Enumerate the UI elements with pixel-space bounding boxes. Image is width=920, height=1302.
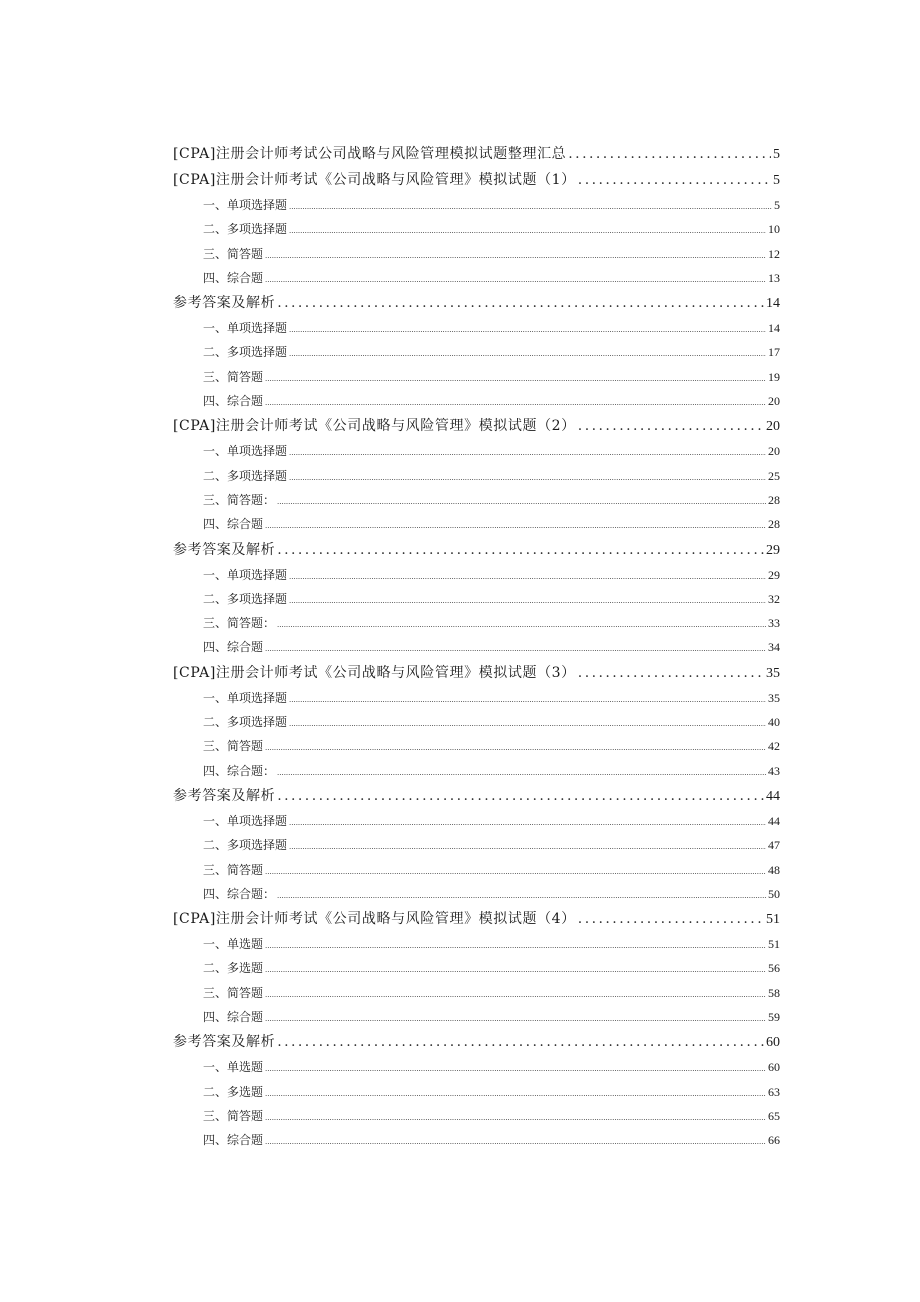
toc-entry-label: 三、简答题：: [203, 616, 276, 631]
toc-subsection-entry[interactable]: [173, 563, 780, 587]
toc-entry-page-number: 35: [766, 665, 780, 681]
dot-leader: [265, 1082, 766, 1104]
dot-leader: [265, 1057, 766, 1079]
toc-entry-page-number: 20: [768, 394, 780, 409]
toc-entry-page-number: 59: [768, 1010, 780, 1025]
toc-section-entry[interactable]: [173, 413, 780, 439]
toc-entry-page-number: 43: [768, 763, 780, 778]
toc-subsection-entry[interactable]: [173, 686, 780, 710]
toc-entry-label: [CPA]注册会计师考试《公司战略与风险管理》模拟试题（1）: [173, 172, 576, 188]
toc-entry-page-number: 20: [766, 419, 780, 435]
dot-leader: [277, 613, 766, 635]
toc-entry-label: 三、简答题：: [203, 492, 276, 507]
toc-entry-label: 四、综合题: [203, 270, 264, 285]
toc-entry-page-number: 12: [768, 246, 780, 261]
toc-entry-page-number: 40: [768, 715, 780, 730]
toc-section-entry[interactable]: [173, 167, 780, 193]
dot-leader: [265, 244, 766, 266]
toc-entry-page-number: 14: [766, 296, 780, 312]
toc-subsection-entry[interactable]: [173, 833, 780, 857]
toc-entry-label: 二、多项选择题: [203, 838, 288, 853]
toc-entry-page-number: 35: [768, 690, 780, 705]
toc-entry-label: 参考答案及解析: [173, 295, 276, 312]
dot-leader: [265, 367, 766, 389]
toc-subsection-entry[interactable]: [173, 316, 780, 340]
dot-leader: [265, 391, 766, 413]
toc-entry-label: 参考答案及解析: [173, 1034, 276, 1051]
toc-entry-label: 参考答案及解析: [173, 541, 276, 558]
toc-entry-page-number: 10: [768, 222, 780, 237]
toc-entry-page-number: 13: [768, 270, 780, 285]
toc-section-entry[interactable]: [173, 783, 780, 809]
toc-subsection-entry[interactable]: [173, 932, 780, 956]
toc-entry-label: 三、简答题: [203, 985, 264, 1000]
dot-leader: [277, 1029, 764, 1055]
toc-entry-page-number: 48: [768, 862, 780, 877]
toc-entry-page-number: 5: [773, 147, 780, 162]
toc-subsection-entry[interactable]: [173, 193, 780, 217]
dot-leader: [265, 1106, 766, 1128]
table-of-contents: [173, 141, 780, 1153]
dot-leader: [289, 565, 766, 587]
toc-entry-page-number: 44: [766, 788, 780, 804]
toc-entry-page-number: 47: [768, 838, 780, 853]
toc-entry-label: 三、简答题: [203, 739, 264, 754]
toc-subsection-entry[interactable]: [173, 635, 780, 659]
toc-subsection-entry[interactable]: [173, 587, 780, 611]
dot-leader: [289, 688, 766, 710]
toc-entry-label: 二、多项选择题: [203, 468, 288, 483]
toc-entry-label: [CPA]注册会计师考试《公司战略与风险管理》模拟试题（3）: [173, 664, 576, 681]
dot-leader: [578, 413, 764, 439]
toc-entry-page-number: 34: [768, 640, 780, 655]
toc-subsection-entry[interactable]: [173, 512, 780, 536]
toc-entry-label: [CPA]注册会计师考试公司战略与风险管理模拟试题整理汇总: [173, 146, 567, 162]
toc-subsection-entry[interactable]: [173, 956, 780, 980]
dot-leader: [265, 934, 766, 956]
toc-entry-label: 四、综合题: [203, 394, 264, 409]
toc-entry-label: 三、简答题: [203, 246, 264, 261]
dot-leader: [265, 958, 766, 980]
toc-entry-page-number: 44: [768, 813, 780, 828]
toc-entry-page-number: 33: [768, 616, 780, 631]
toc-entry-page-number: 32: [768, 591, 780, 606]
dot-leader: [265, 736, 766, 758]
toc-entry-label: 三、简答题: [203, 1108, 264, 1123]
toc-entry-label: 三、简答题: [203, 369, 264, 384]
toc-subsection-entry[interactable]: [173, 1005, 780, 1029]
dot-leader: [277, 290, 764, 316]
toc-entry-label: 一、单项选择题: [203, 444, 288, 459]
dot-leader: [578, 906, 764, 932]
toc-subsection-entry[interactable]: [173, 981, 780, 1005]
dot-leader: [277, 490, 766, 512]
toc-entry-page-number: 29: [768, 567, 780, 582]
toc-subsection-entry[interactable]: [173, 759, 780, 783]
toc-section-entry[interactable]: [173, 141, 780, 167]
toc-entry-page-number: 19: [768, 369, 780, 384]
toc-subsection-entry[interactable]: [173, 1055, 780, 1079]
toc-entry-page-number: 29: [766, 542, 780, 558]
toc-subsection-entry[interactable]: [173, 217, 780, 241]
toc-entry-label: 参考答案及解析: [173, 787, 276, 804]
toc-entry-page-number: 28: [768, 492, 780, 507]
dot-leader: [277, 884, 766, 906]
toc-entry-label: 四、综合题：: [203, 886, 276, 901]
toc-entry-page-number: 5: [774, 198, 780, 212]
dot-leader: [289, 811, 766, 833]
toc-subsection-entry[interactable]: [173, 1104, 780, 1128]
toc-entry-label: 一、单项选择题: [203, 321, 288, 336]
toc-entry-page-number: 5: [773, 173, 780, 188]
toc-subsection-entry[interactable]: [173, 365, 780, 389]
dot-leader: [277, 537, 764, 563]
toc-entry-label: 四、综合题：: [203, 763, 276, 778]
toc-entry-label: 二、多选题: [203, 1084, 264, 1099]
toc-entry-page-number: 20: [768, 444, 780, 459]
toc-entry-page-number: 66: [768, 1133, 780, 1148]
dot-leader: [289, 441, 766, 463]
dot-leader: [289, 342, 766, 364]
dot-leader: [277, 761, 766, 783]
toc-subsection-entry[interactable]: [173, 464, 780, 488]
toc-entry-label: 一、单项选择题: [203, 813, 288, 828]
toc-subsection-entry[interactable]: [173, 389, 780, 413]
toc-entry-label: 三、简答题: [203, 862, 264, 877]
toc-section-entry[interactable]: [173, 660, 780, 686]
toc-subsection-entry[interactable]: [173, 340, 780, 364]
toc-entry-label: 一、单项选择题: [203, 690, 288, 705]
dot-leader: [578, 660, 764, 686]
dot-leader: [289, 835, 766, 857]
toc-entry-page-number: 14: [768, 321, 780, 336]
toc-entry-page-number: 65: [768, 1108, 780, 1123]
toc-section-entry[interactable]: [173, 290, 780, 316]
toc-entry-label: [CPA]注册会计师考试《公司战略与风险管理》模拟试题（4）: [173, 911, 576, 928]
toc-entry-page-number: 17: [768, 345, 780, 360]
toc-entry-page-number: 60: [768, 1060, 780, 1075]
toc-entry-label: 一、单项选择题: [203, 567, 288, 582]
toc-subsection-entry[interactable]: [173, 1128, 780, 1152]
toc-entry-label: 一、单项选择题: [203, 198, 288, 212]
toc-subsection-entry[interactable]: [173, 858, 780, 882]
toc-subsection-entry[interactable]: [173, 710, 780, 734]
dot-leader: [277, 783, 764, 809]
toc-entry-label: [CPA]注册会计师考试《公司战略与风险管理》模拟试题（2）: [173, 418, 576, 435]
toc-entry-label: 二、多项选择题: [203, 591, 288, 606]
toc-subsection-entry[interactable]: [173, 734, 780, 758]
toc-entry-label: 二、多选题: [203, 961, 264, 976]
toc-entry-page-number: 51: [766, 912, 780, 928]
dot-leader: [265, 268, 766, 290]
dot-leader: [289, 712, 766, 734]
dot-leader: [265, 1130, 766, 1152]
toc-subsection-entry[interactable]: [173, 611, 780, 635]
toc-subsection-entry[interactable]: [173, 882, 780, 906]
toc-entry-label: 四、综合题: [203, 1133, 264, 1148]
dot-leader: [578, 167, 771, 193]
toc-entry-page-number: 28: [768, 517, 780, 532]
toc-entry-page-number: 42: [768, 739, 780, 754]
toc-entry-page-number: 25: [768, 468, 780, 483]
dot-leader: [265, 983, 766, 1005]
dot-leader: [289, 318, 766, 340]
toc-entry-page-number: 63: [768, 1084, 780, 1099]
toc-entry-page-number: 58: [768, 985, 780, 1000]
toc-section-entry[interactable]: [173, 537, 780, 563]
dot-leader: [289, 466, 766, 488]
toc-subsection-entry[interactable]: [173, 242, 780, 266]
dot-leader: [265, 637, 766, 659]
toc-entry-label: 一、单选题: [203, 1060, 264, 1075]
toc-subsection-entry[interactable]: [173, 439, 780, 463]
dot-leader: [265, 860, 766, 882]
toc-entry-page-number: 50: [768, 886, 780, 901]
toc-entry-label: 四、综合题: [203, 1010, 264, 1025]
toc-subsection-entry[interactable]: [173, 1080, 780, 1104]
toc-section-entry[interactable]: [173, 906, 780, 932]
dot-leader: [568, 141, 771, 167]
toc-entry-page-number: 51: [768, 937, 780, 952]
dot-leader: [289, 219, 766, 241]
toc-subsection-entry[interactable]: [173, 266, 780, 290]
toc-entry-label: 二、多项选择题: [203, 715, 288, 730]
toc-entry-label: 一、单选题: [203, 937, 264, 952]
dot-leader: [289, 195, 772, 217]
toc-subsection-entry[interactable]: [173, 809, 780, 833]
toc-entry-label: 二、多项选择题: [203, 222, 288, 237]
dot-leader: [265, 514, 766, 536]
toc-subsection-entry[interactable]: [173, 488, 780, 512]
dot-leader: [289, 589, 766, 611]
toc-entry-page-number: 60: [766, 1035, 780, 1051]
toc-section-entry[interactable]: [173, 1029, 780, 1055]
toc-entry-label: 四、综合题: [203, 640, 264, 655]
toc-entry-page-number: 56: [768, 961, 780, 976]
toc-entry-label: 四、综合题: [203, 517, 264, 532]
dot-leader: [265, 1007, 766, 1029]
toc-entry-label: 二、多项选择题: [203, 345, 288, 360]
